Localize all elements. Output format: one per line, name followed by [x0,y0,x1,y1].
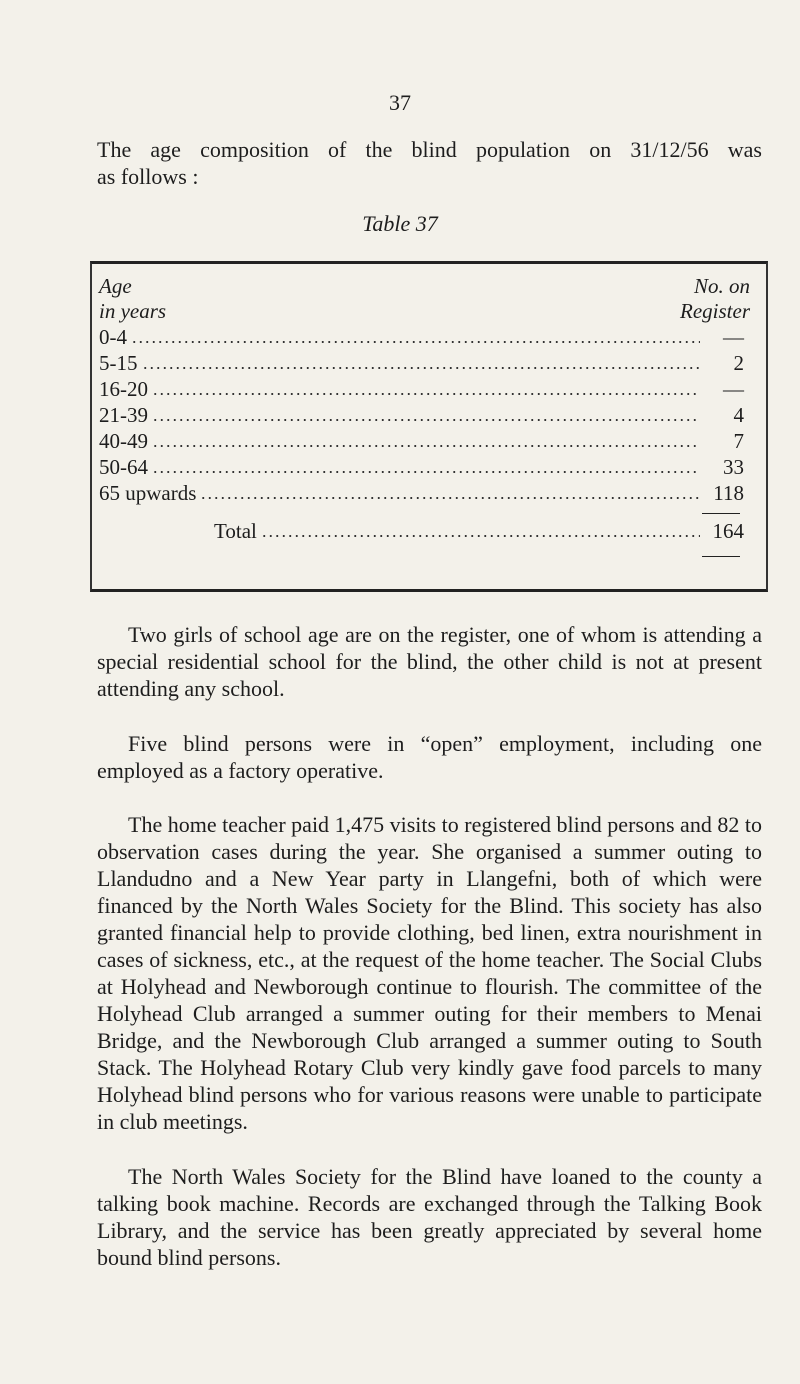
dot-leader [152,443,700,449]
paragraph-home-teacher [97,811,762,1135]
table-row [99,324,744,350]
paragraph-employment [97,730,762,784]
count-header-line-2: Register [680,299,750,323]
intro-line-2: as follows : [97,164,199,189]
total-rule [702,556,740,557]
total-value: 164 [712,519,744,543]
dot-leader [131,339,700,345]
row-count: 4 [733,403,744,427]
age-header-line-2: in years [99,299,167,323]
row-count: — [723,377,744,401]
total-label: Total [214,519,257,543]
row-count: 7 [733,429,744,453]
row-age: 40-49 [99,429,148,453]
row-count: 118 [713,481,744,505]
dot-leader [200,495,700,501]
total-row [99,518,744,544]
dot-leader [261,533,700,539]
intro-paragraph [97,136,762,190]
paragraph-talking-book [97,1163,762,1271]
table-row [99,402,744,428]
table-row [99,454,744,480]
row-count: — [723,325,744,349]
intro-line-1: The age composition of the blind population on 31/12/56 was [97,137,762,162]
dot-leader [152,391,700,397]
table-row [99,480,744,506]
age-header-line-1: Age [99,274,132,298]
count-header-line-1: No. on [693,274,750,298]
table-row [99,350,744,376]
row-age: 50-64 [99,455,148,479]
table-caption: Table 37 [362,211,438,236]
row-age: 65 upwards [99,481,197,505]
dot-leader [142,365,701,371]
paragraph-school-age-text: Two girls of school age are on the register, one of whom is attending a special residential school for the blind, the other child is not at present attending any school. [97,622,762,701]
row-age: 21-39 [99,403,148,427]
paragraph-home-teacher-text: The home teacher paid 1,475 visits to registered blind persons and 82 to observation cases during the year. She organised a summer outing to Llandudno and a New Year party in Llangefni, both of which were financed by the North Wales Society for the Blind. This society has also granted financial help to provide clothing, bed linen, extra nourishment in cases of sickness, etc., at the request of the home teacher. The Social Clubs at Holyhead and Newborough continue to flourish. The committee of the Holyhead Club arranged a summer outing for their members to Menai Bridge, and the Newborough Club arranged a summer outing to South Stack. The Holyhead Rotary Club very kindly gave food parcels to many Holyhead blind persons who for various reasons were unable to participate in club meetings. [97,812,762,1134]
row-age: 0-4 [99,325,127,349]
page-number: 37 [389,90,411,115]
paragraph-school-age [97,621,762,702]
row-age: 16-20 [99,377,148,401]
age-column-header [99,274,166,324]
dot-leader [152,469,700,475]
table-row [99,376,744,402]
paragraph-employment-text: Five blind persons were in “open” employment, including one employed as a factory operative. [97,731,762,783]
count-column-header [680,274,750,324]
row-age: 5-15 [99,351,138,375]
row-count: 33 [723,455,744,479]
paragraph-talking-book-text: The North Wales Society for the Blind have loaned to the county a talking book machine. Records are exchanged through the Talking Book Library, and the service has been greatly appreciated by several home bound blind persons. [97,1164,762,1270]
table-row [99,428,744,454]
row-count: 2 [733,351,744,375]
subtotal-rule [702,513,740,514]
age-table [90,261,768,592]
dot-leader [152,417,700,423]
